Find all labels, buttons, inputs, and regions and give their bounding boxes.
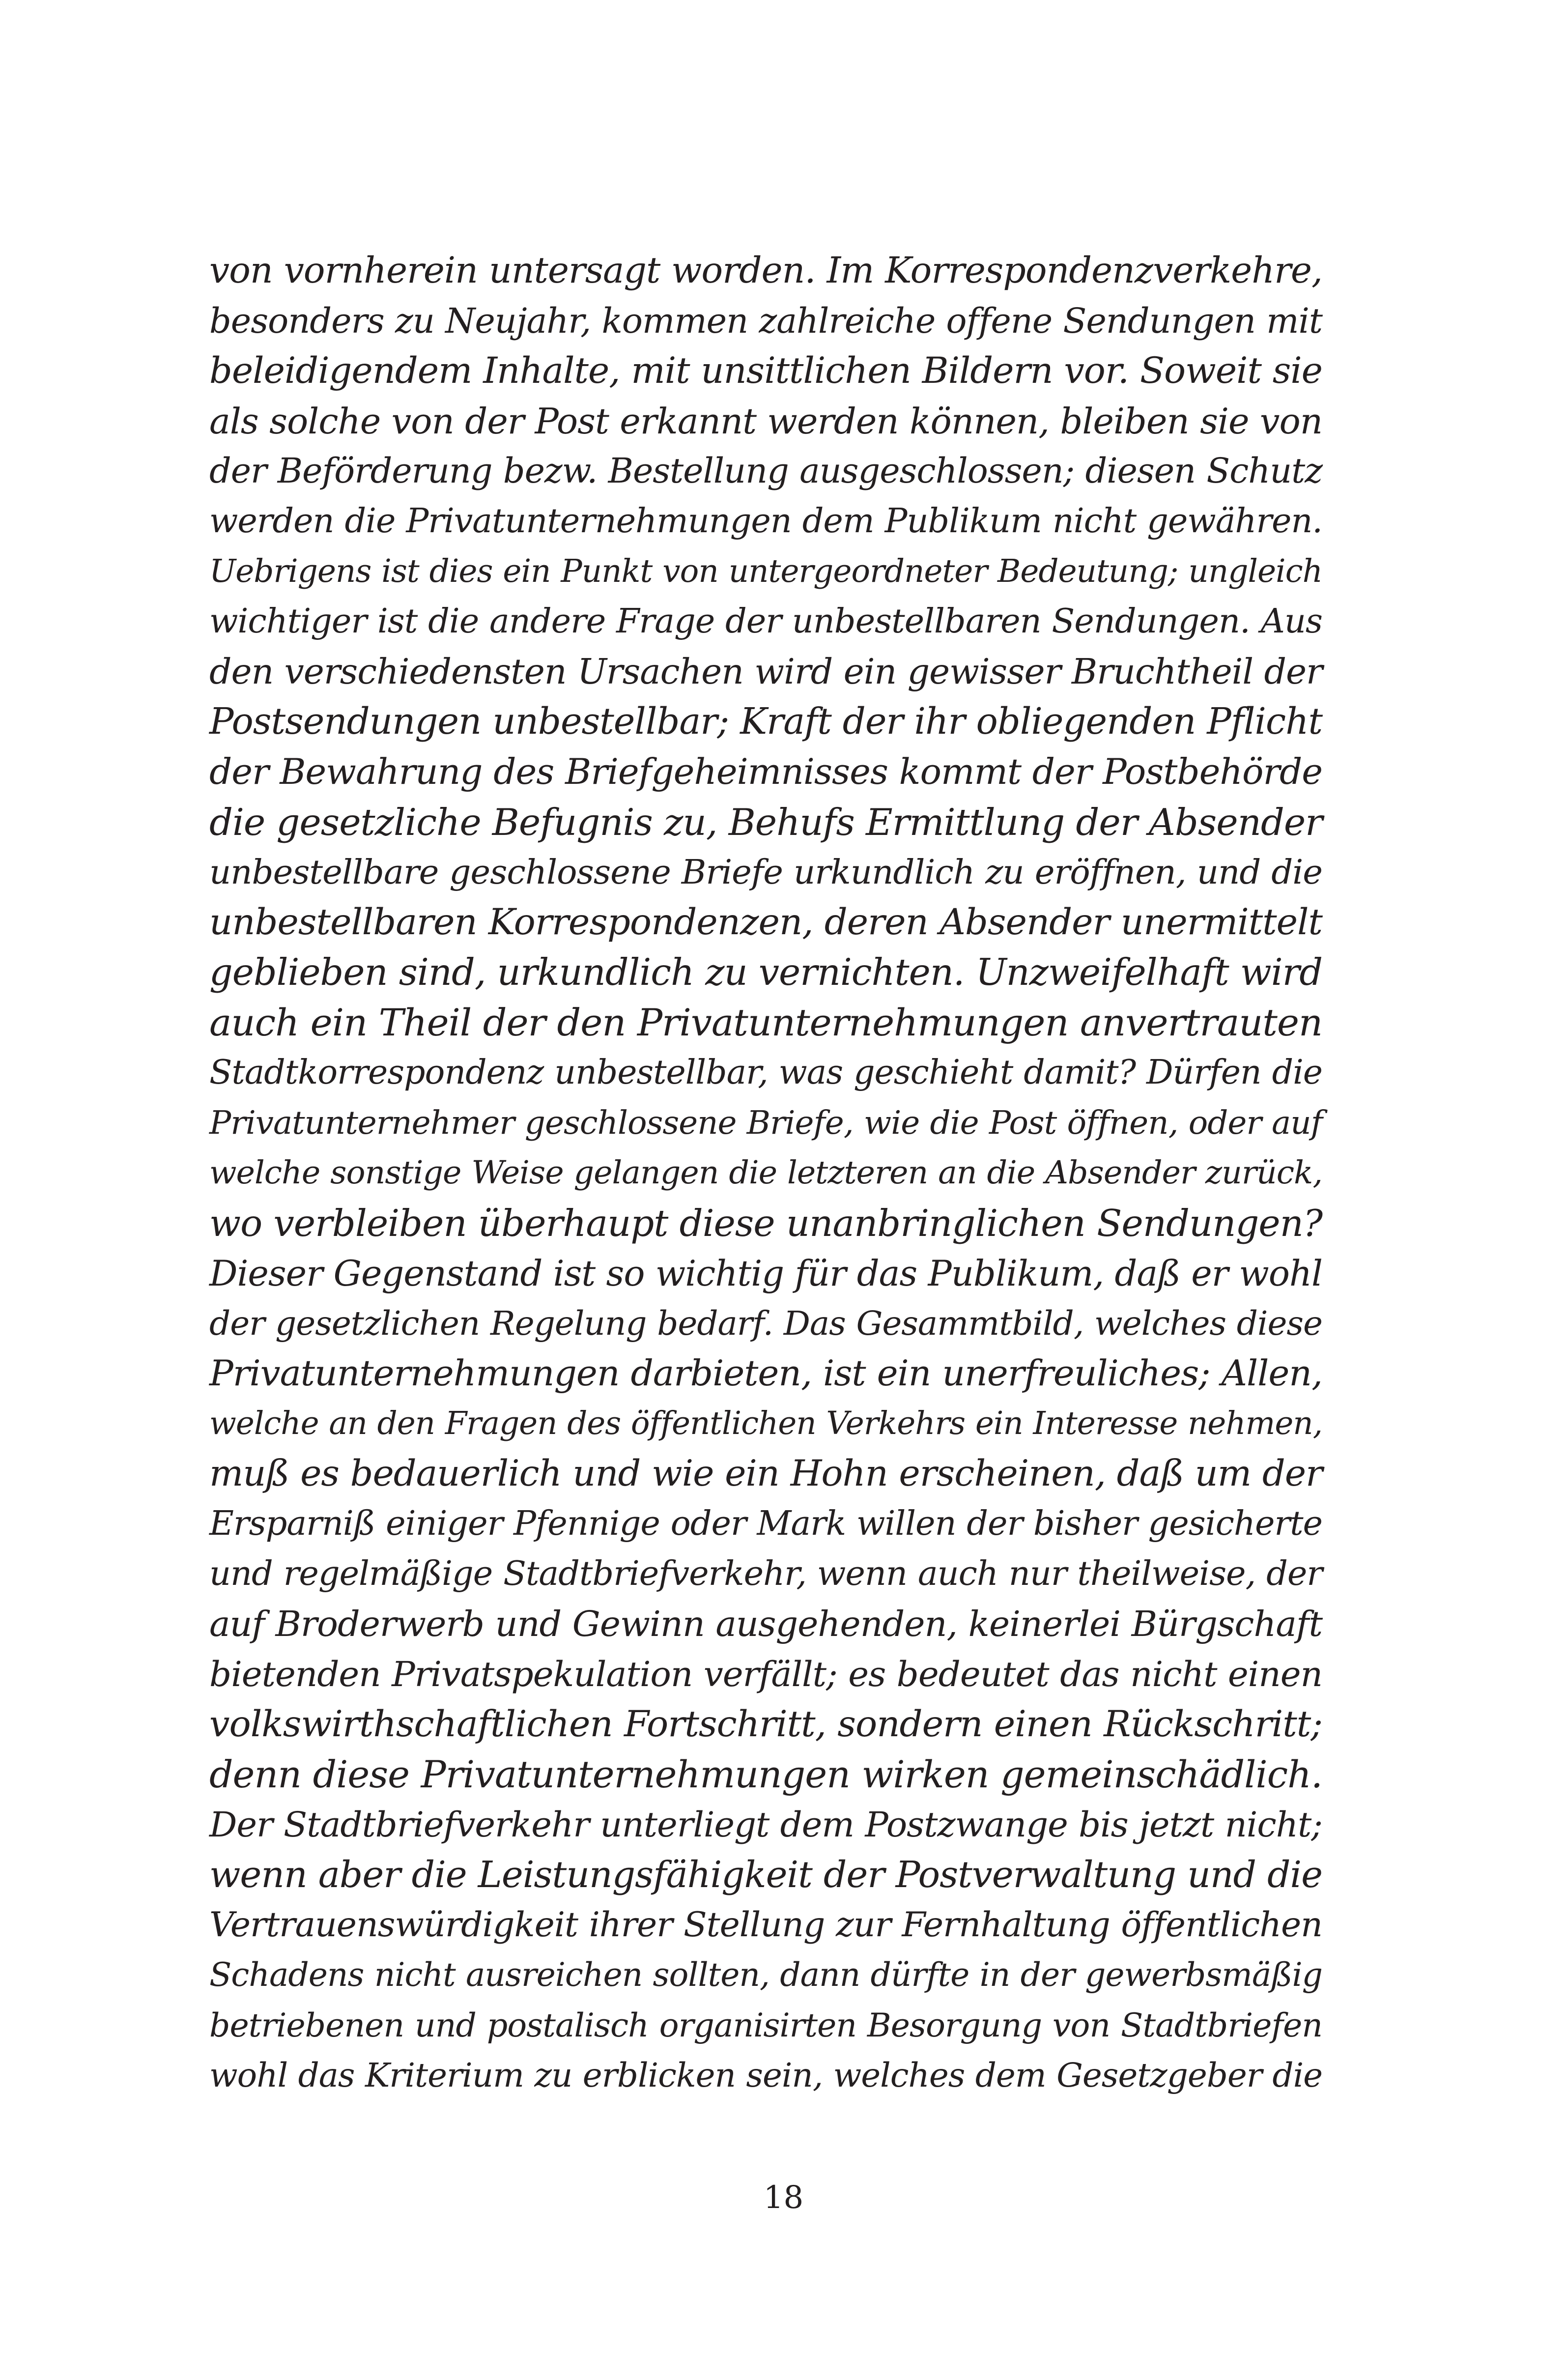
text-line: als solche von der Post erkannt werden können, bleiben sie von xyxy=(209,401,1322,442)
text-line: Uebrigens ist dies ein Punkt von untergeordneter Bedeutung; ungleich xyxy=(209,553,1322,590)
text-line: volkswirthschaftlichen Fortschritt, sondern einen Rückschritt; xyxy=(209,1703,1322,1745)
text-line: Privatunternehmer geschlossene Briefe, wie die Post öffnen, oder auf xyxy=(209,1104,1322,1142)
text-line: welche an den Fragen des öffentlichen Verkehrs ein Interesse nehmen, xyxy=(209,1405,1322,1442)
body-text xyxy=(209,246,1322,2100)
text-line: wo verbleiben überhaupt diese unanbringlichen Sendungen? xyxy=(209,1202,1322,1245)
text-line: die gesetzliche Befugnis zu, Behufs Ermittlung der Absender xyxy=(209,801,1322,844)
text-line: von vornherein untersagt worden. Im Korrespondenzverkehre, xyxy=(209,250,1322,291)
text-line: Dieser Gegenstand ist so wichtig für das Publikum, daß er wohl xyxy=(209,1253,1322,1294)
text-line: Ersparniß einiger Pfennige oder Mark willen der bisher gesicherte xyxy=(209,1504,1322,1543)
text-line: der Bewahrung des Briefgeheimnisses kommt der Postbehörde xyxy=(209,751,1322,793)
text-line: wohl das Kriterium zu erblicken sein, welches dem Gesetzgeber die xyxy=(209,2056,1322,2094)
text-line: beleidigendem Inhalte, mit unsittlichen Bildern vor. Soweit sie xyxy=(209,350,1322,392)
text-line: wenn aber die Leistungsfähigkeit der Postverwaltung und die xyxy=(209,1854,1322,1896)
text-line: werden die Privatunternehmungen dem Publikum nicht gewähren. xyxy=(209,502,1322,541)
text-line: unbestellbare geschlossene Briefe urkundlich zu eröffnen, und die xyxy=(209,853,1322,892)
text-line: Stadtkorrespondenz unbestellbar, was geschieht damit? Dürfen die xyxy=(209,1053,1322,1092)
text-line: unbestellbaren Korrespondenzen, deren Absender unermittelt xyxy=(209,901,1322,943)
text-line: Privatunternehmungen darbieten, ist ein unerfreuliches; Allen, xyxy=(209,1353,1322,1394)
text-line: Vertrauenswürdigkeit ihrer Stellung zur Fernhaltung öffentlichen xyxy=(209,1905,1322,1945)
page-number: 18 xyxy=(763,2179,804,2216)
text-line: auf Broderwerb und Gewinn ausgehenden, keinerlei Bürgschaft xyxy=(209,1604,1322,1644)
text-line: der gesetzlichen Regelung bedarf. Das Gesammtbild, welches diese xyxy=(209,1304,1322,1343)
text-line: betriebenen und postalisch organisirten Besorgung von Stadtbriefen xyxy=(209,2006,1322,2044)
text-line: und regelmäßige Stadtbriefverkehr, wenn auch nur theilweise, der xyxy=(209,1554,1322,1593)
text-line: besonders zu Neujahr, kommen zahlreiche offene Sendungen mit xyxy=(209,301,1322,341)
text-line: bietenden Privatspekulation verfällt; es bedeutet das nicht einen xyxy=(209,1654,1322,1694)
text-line: welche sonstige Weise gelangen die letzteren an die Absender zurück, xyxy=(209,1154,1322,1191)
text-line: auch ein Theil der den Privatunternehmungen anvertrauten xyxy=(209,1001,1322,1044)
text-line: Der Stadtbriefverkehr unterliegt dem Postzwange bis jetzt nicht; xyxy=(209,1805,1322,1845)
text-line: muß es bedauerlich und wie ein Hohn erscheinen, daß um der xyxy=(209,1453,1322,1494)
text-line: wichtiger ist die andere Frage der unbestellbaren Sendungen. Aus xyxy=(209,602,1322,641)
text-line: der Beförderung bezw. Bestellung ausgeschlossen; diesen Schutz xyxy=(209,451,1322,491)
text-line: Postsendungen unbestellbar; Kraft der ihr obliegenden Pflicht xyxy=(209,701,1322,743)
text-line: den verschiedensten Ursachen wird ein gewisser Bruchtheil der xyxy=(209,651,1322,692)
text-line: denn diese Privatunternehmungen wirken gemeinschädlich. xyxy=(209,1753,1322,1796)
text-line: Schadens nicht ausreichen sollten, dann dürfte in der gewerbsmäßig xyxy=(209,1956,1322,1994)
text-line: geblieben sind, urkundlich zu vernichten. Unzweifelhaft wird xyxy=(209,951,1322,994)
